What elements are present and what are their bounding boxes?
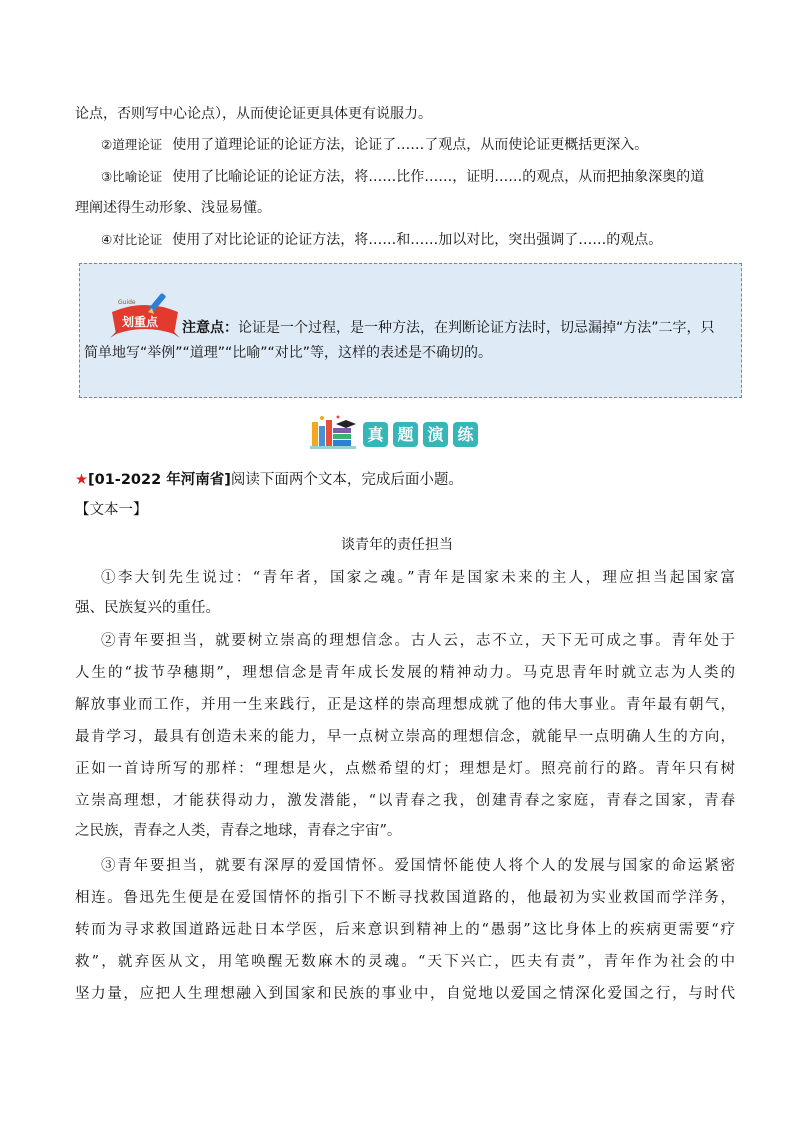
banner-char: 题 <box>393 422 418 447</box>
article-line: 救”，就弃医从文，用笔唤醒无数麻木的灵魂。“天下兴亡，匹夫有责”，青年作为社会的中 <box>75 954 735 970</box>
article-line: 正如一首诗所写的那样：“理想是火，点燃希望的灯；理想是灯。照亮前行的路。青年只有树 <box>75 761 735 777</box>
method-desc: 使用了道理论证的论证方法，论证了……了观点，从而使论证更概括更深入。 <box>172 137 649 153</box>
method-desc-continued: 理阐述得生动形象、浅显易懂。 <box>75 200 271 216</box>
method-item-contrast <box>101 230 761 250</box>
note-line-2: 简单地写“举例”“道理”“比喻”“对比”等，这样的表述是不确切的。 <box>84 345 493 361</box>
books-icon <box>310 414 358 450</box>
question-header <box>75 470 463 490</box>
badge-small-text: Guide <box>118 299 136 306</box>
paragraph-line: 论点，否则写中心论点），从而使论证更具体更有说服力。 <box>75 106 432 122</box>
banner-char: 真 <box>363 422 388 447</box>
article-line: 转而为寻求救国道路远赴日本学医，后来意识到精神上的“愚弱”这比身体上的疾病更需要“疗 <box>75 922 735 938</box>
practice-banner <box>310 414 485 450</box>
text-label: 【文本一】 <box>75 502 148 518</box>
method-desc: 使用了对比论证的论证方法，将……和……加以对比，突出强调了……的观点。 <box>172 232 663 248</box>
method-term: ③比喻论证 <box>101 169 163 184</box>
question-source-tag: [01-2022 年河南省] <box>88 472 231 488</box>
method-term: ④对比论证 <box>101 232 163 247</box>
article-title: 谈青年的责任担当 <box>341 537 453 553</box>
article-line: ②青年要担当，就要树立崇高的理想信念。古人云，志不立，天下无可成之事。青年处于 <box>101 633 735 649</box>
note-text: 论证是一个过程，是一种方法，在判断论证方法时，切忌漏掉“方法”二字，只 <box>238 320 715 336</box>
article-line: 相连。鲁迅先生便是在爱国情怀的指引下不断寻找救国道路的，他最初为实业救国而学洋务， <box>75 890 735 906</box>
article-line: 之民族，青春之人类，青春之地球，青春之宇宙”。 <box>75 823 402 839</box>
article-line: 解放事业而工作，并用一生来践行，正是这样的崇高理想成就了他的伟大事业。青年最有朝气， <box>75 697 735 713</box>
note-line-1 <box>182 318 715 338</box>
banner-char: 演 <box>423 422 448 447</box>
article-line: 强、民族复兴的重任。 <box>75 600 220 616</box>
question-text: 阅读下面两个文本，完成后面小题。 <box>230 472 463 488</box>
badge-text: 划重点 <box>122 315 159 329</box>
method-desc: 使用了比喻论证的论证方法，将……比作……，证明……的观点，从而把抽象深奥的道 <box>172 169 705 185</box>
method-term: ②道理论证 <box>101 137 163 152</box>
star-icon: ★ <box>75 472 88 488</box>
article-line: 最肯学习，最具有创造未来的能力，早一点树立崇高的理想信念，就能早一点明确人生的方向， <box>75 729 735 745</box>
article-line: 人生的“拔节孕穗期”，理想信念是青年成长发展的精神动力。马克思青年时就立志为人类的 <box>75 665 735 681</box>
article-line: ③青年要担当，就要有深厚的爱国情怀。爱国情怀能使人将个人的发展与国家的命运紧密 <box>101 858 735 874</box>
article-line: 坚力量，应把人生理想融入到国家和民族的事业中，自觉地以爱国之情深化爱国之行，与时代 <box>75 986 735 1002</box>
highlight-badge-icon <box>108 290 182 340</box>
banner-char: 练 <box>453 422 478 447</box>
note-label: 注意点： <box>182 320 238 336</box>
article-line: ①李大钊先生说过：“青年者，国家之魂。”青年是国家未来的主人，理应担当起国家富 <box>101 570 735 586</box>
method-item-metaphor <box>101 167 761 187</box>
article-line: 立崇高理想，才能获得动力，激发潜能，“以青春之我，创建青春之家庭，青春之国家，青春 <box>75 793 735 809</box>
method-item-analogy-reasoning <box>101 135 761 155</box>
